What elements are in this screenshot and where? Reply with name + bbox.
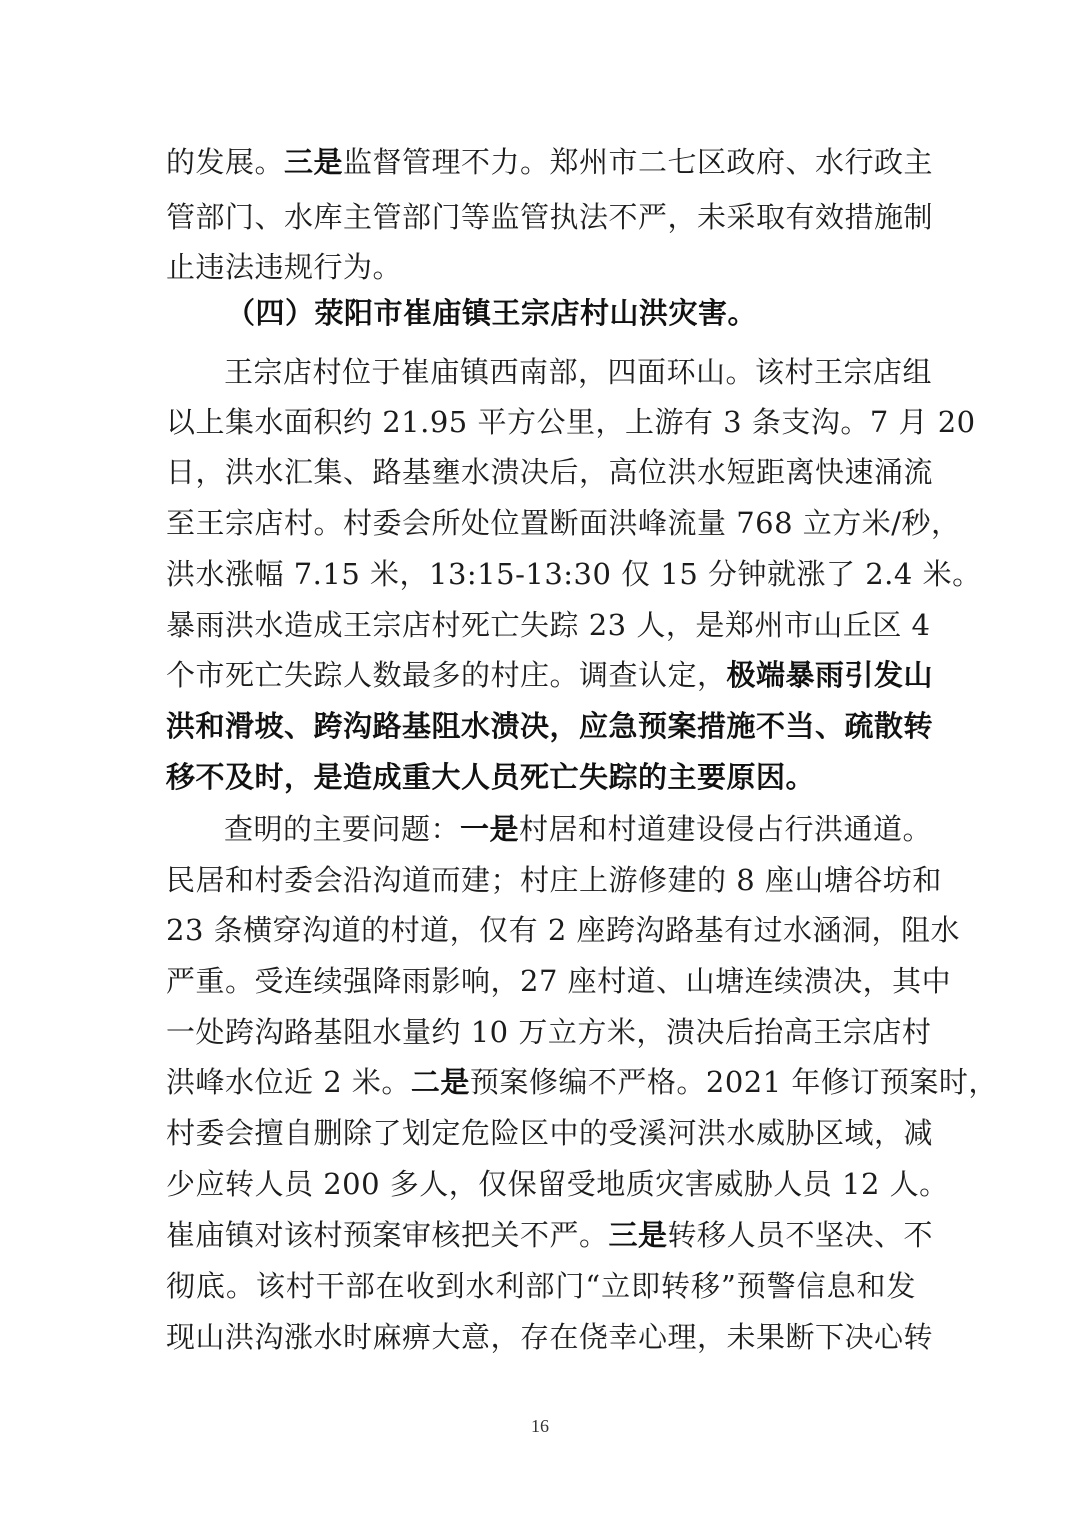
text-run: 洪峰水位近 2 米。 [166,1065,411,1099]
section-heading: （四）荥阳市崔庙镇王宗店村山洪灾害。 [226,296,758,330]
text-line: 日，洪水汇集、路基壅水溃决后，高位洪水短距离快速涌流 [166,455,934,489]
text-line: 以上集水面积约 21.95 平方公里，上游有 3 条支沟。7 月 20 [166,405,976,439]
text-line: 彻底。该村干部在收到水利部门“立即转移”预警信息和发 [166,1269,916,1303]
bold-text-line: 移不及时，是造成重大人员死亡失踪的主要原因。 [166,760,816,794]
text-line: 严重。受连续强降雨影响，27 座村道、山塘连续溃决，其中 [166,964,952,998]
text-line: 王宗店村位于崔庙镇西南部，四面环山。该村王宗店组 [224,355,933,389]
text-line [166,142,934,182]
bold-text-line: 洪和滑坡、跨沟路基阻水溃决，应急预案措施不当、疏散转 [166,709,934,743]
text-run: 转移人员不坚决、不 [667,1218,934,1252]
text-line [166,1062,998,1102]
bold-text-run: 三是 [608,1218,668,1252]
text-line: 少应转人员 200 多人，仅保留受地质灾害威胁人员 12 人。 [166,1167,949,1201]
text-line: 23 条横穿沟道的村道，仅有 2 座跨沟路基有过水涵洞，阻水 [166,913,961,947]
text-run: 监督管理不力。郑州市二七区政府、水行政主 [343,145,934,179]
text-line: 暴雨洪水造成王宗店村死亡失踪 23 人，是郑州市山丘区 4 [166,608,931,642]
text-line: 民居和村委会沿沟道而建；村庄上游修建的 8 座山塘谷坊和 [166,863,942,897]
text-line: 管部门、水库主管部门等监管执法不严，未采取有效措施制 [166,200,934,234]
text-run: 村居和村道建设侵占行洪通道。 [519,812,933,846]
text-line: 至王宗店村。村委会所处位置断面洪峰流量 768 立方米/秒， [166,506,961,540]
bold-text-run: 一是 [460,812,520,846]
text-run: 查明的主要问题： [224,812,461,846]
text-line: 一处跨沟路基阻水量约 10 万立方米，溃决后抬高王宗店村 [166,1015,932,1049]
text-line [166,1215,934,1255]
text-line: 村委会擅自删除了划定危险区中的受溪河洪水威胁区域，减 [166,1116,934,1150]
text-line: 现山洪沟涨水时麻痹大意，存在侥幸心理，未果断下决心转 [166,1320,934,1354]
bold-text-run: 三是 [284,145,344,179]
text-line [166,655,934,695]
text-line: 止违法违规行为。 [166,250,403,284]
text-run: 的发展。 [166,145,285,179]
text-line [224,809,933,849]
text-run: 个市死亡失踪人数最多的村庄。调查认定， [166,658,727,692]
text-line: 洪水涨幅 7.15 米，13:15-13:30 仅 15 分钟就涨了 2.4 米。 [166,557,982,591]
bold-text-run: 极端暴雨引发山 [726,658,934,692]
text-run: 预案修编不严格。2021 年修订预案时， [469,1065,998,1099]
text-run: 崔庙镇对该村预案审核把关不严。 [166,1218,609,1252]
bold-text-run: 二是 [410,1065,470,1099]
page-number: 16 [531,1416,549,1436]
